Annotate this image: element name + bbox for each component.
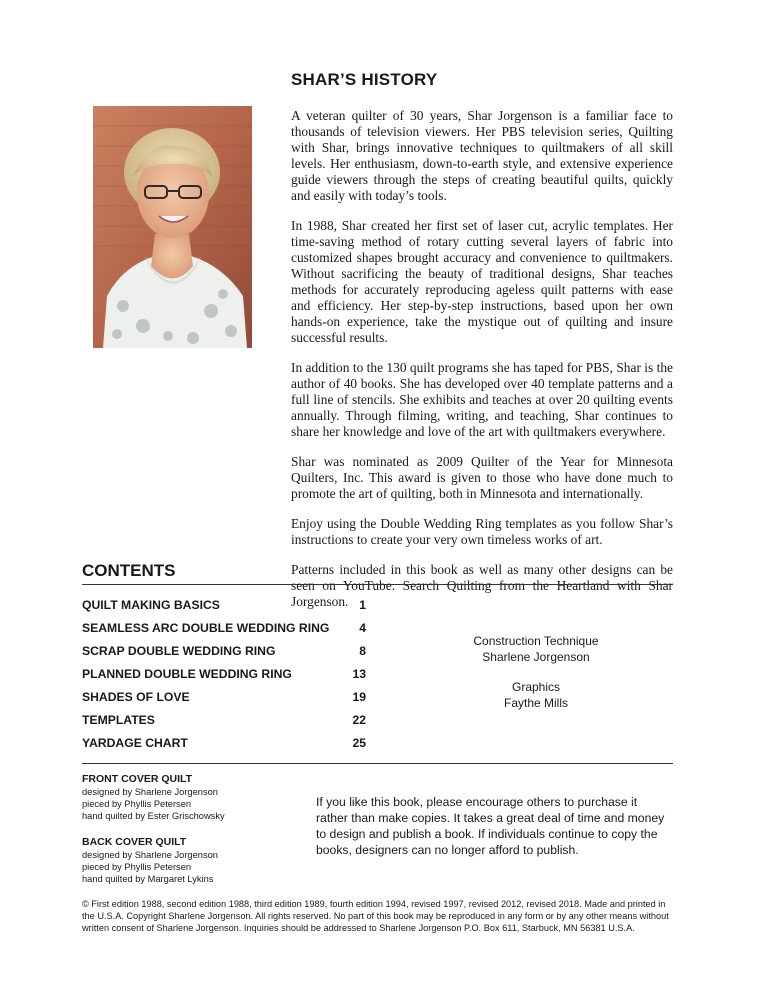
toc-entry[interactable]	[82, 643, 372, 666]
toc-entry-page: 19	[352, 690, 366, 704]
history-body	[291, 108, 673, 624]
toc-entry-page: 4	[359, 621, 366, 635]
back-cover-designed: designed by Sharlene Jorgenson	[82, 850, 218, 860]
back-cover-quilted: hand quilted by Margaret Lykins	[82, 874, 214, 884]
front-cover-credits	[82, 773, 225, 822]
toc-entry[interactable]	[82, 597, 372, 620]
copy-request-note: If you like this book, please encourage others to purchase it rather than make copies. It takes a great deal of time and money to design and publish a book. If individuals continue to copy the books, designers can no longer afford to publish.	[316, 795, 665, 857]
toc-entry-label: SCRAP DOUBLE WEDDING RING	[82, 644, 276, 658]
graphics-name: Faythe Mills	[503, 696, 568, 710]
toc-entry[interactable]	[82, 689, 372, 712]
toc-entry-label: YARDAGE CHART	[82, 736, 188, 750]
toc-entry-page: 8	[359, 644, 366, 658]
history-paragraph: Shar was nominated as 2009 Quilter of the Year for Minnesota Quilters, Inc. This award is given to those who have done much to promote the art of quilting, both in Minnesota and internationally.	[291, 454, 673, 501]
toc-entry-page: 25	[352, 736, 366, 750]
history-paragraph: Patterns included in this book as well as many other designs can be seen on YouTube. Search Quilting from the Heartland with Shar Jorgenson.	[291, 562, 673, 609]
copyright-notice: © First edition 1988, second edition 1988, third edition 1989, fourth edition 1994, revised 1997, revised 2012, revised 2018. Made and printed in the U.S.A. Copyright Sharlene Jorgenson. All rights reserved. No part of this book may be reproduced in any form or by any other means without written consent of Sharlene Jorgenson. Inquiries should be addressed to Sharlene Jorgenson P.O. Box 611, Starbuck, MN 56381 U.S.A.	[82, 899, 669, 933]
contents-title: CONTENTS	[82, 561, 176, 580]
toc-entry[interactable]	[82, 712, 372, 735]
toc-entry-page: 13	[352, 667, 366, 681]
back-cover-credits	[82, 836, 218, 885]
front-cover-designed: designed by Sharlene Jorgenson	[82, 787, 218, 797]
toc-entry-label: SHADES OF LOVE	[82, 690, 190, 704]
front-cover-quilted: hand quilted by Ester Grischowsky	[82, 811, 225, 821]
toc-entry[interactable]	[82, 735, 372, 758]
front-cover-pieced: pieced by Phyllis Petersen	[82, 799, 192, 809]
graphics-label: Graphics	[511, 680, 561, 694]
history-paragraph: In 1988, Shar created her first set of laser cut, acrylic templates. Her time-saving method of rotary cutting several layers of fabric into customized shapes brought accuracy and convenience to quiltmakers. Without sacrificing the beauty of traditional designs, Shar teaches methods for accurately reproducing ageless quilt patterns with ease and efficiency. Her step-by-step instructions, based upon her own hands-on experience, take the mystique out of quilting and insure successful results.	[291, 218, 673, 345]
divider-line	[82, 763, 673, 764]
production-credits	[441, 633, 631, 711]
back-cover-pieced: pieced by Phyllis Petersen	[82, 862, 192, 872]
toc-entry-label: QUILT MAKING BASICS	[82, 598, 220, 612]
back-cover-heading: BACK COVER QUILT	[82, 836, 187, 848]
toc-entry-label: PLANNED DOUBLE WEDDING RING	[82, 667, 292, 681]
history-title: SHAR’S HISTORY	[291, 70, 438, 89]
technique-name: Sharlene Jorgenson	[482, 650, 590, 664]
toc-entry-page: 1	[359, 598, 366, 612]
toc-entry[interactable]	[82, 666, 372, 689]
front-cover-heading: FRONT COVER QUILT	[82, 773, 193, 785]
history-paragraph: In addition to the 130 quilt programs she has taped for PBS, Shar is the author of 40 books. She has developed over 40 template patterns and a full line of stencils. She exhibits and teaches at over 20 quilting events annually. Through filming, writing, and teaching, Shar continues to share her knowledge and love of the art with quiltmakers everywhere.	[291, 360, 673, 439]
history-paragraph: Enjoy using the Double Wedding Ring templates as you follow Shar’s instructions to create your very own timeless works of art.	[291, 516, 673, 547]
toc-entry-label: SEAMLESS ARC DOUBLE WEDDING RING	[82, 621, 330, 635]
toc-entry-label: TEMPLATES	[82, 713, 155, 727]
toc-entry[interactable]	[82, 620, 372, 643]
technique-label: Construction Technique	[473, 634, 599, 648]
toc-entry-page: 22	[352, 713, 366, 727]
divider-line	[82, 584, 673, 585]
table-of-contents	[82, 597, 372, 758]
history-paragraph: A veteran quilter of 30 years, Shar Jorgenson is a familiar face to thousands of television viewers. Her PBS television series, Quilting with Shar, brings innovative techniques to quiltmakers of all skill levels. Her enthusiasm, down-to-earth style, and extensive experience guide viewers through the steps of creating beautiful quilts, quickly and easily with today’s tools.	[291, 108, 673, 203]
author-portrait	[93, 106, 252, 348]
